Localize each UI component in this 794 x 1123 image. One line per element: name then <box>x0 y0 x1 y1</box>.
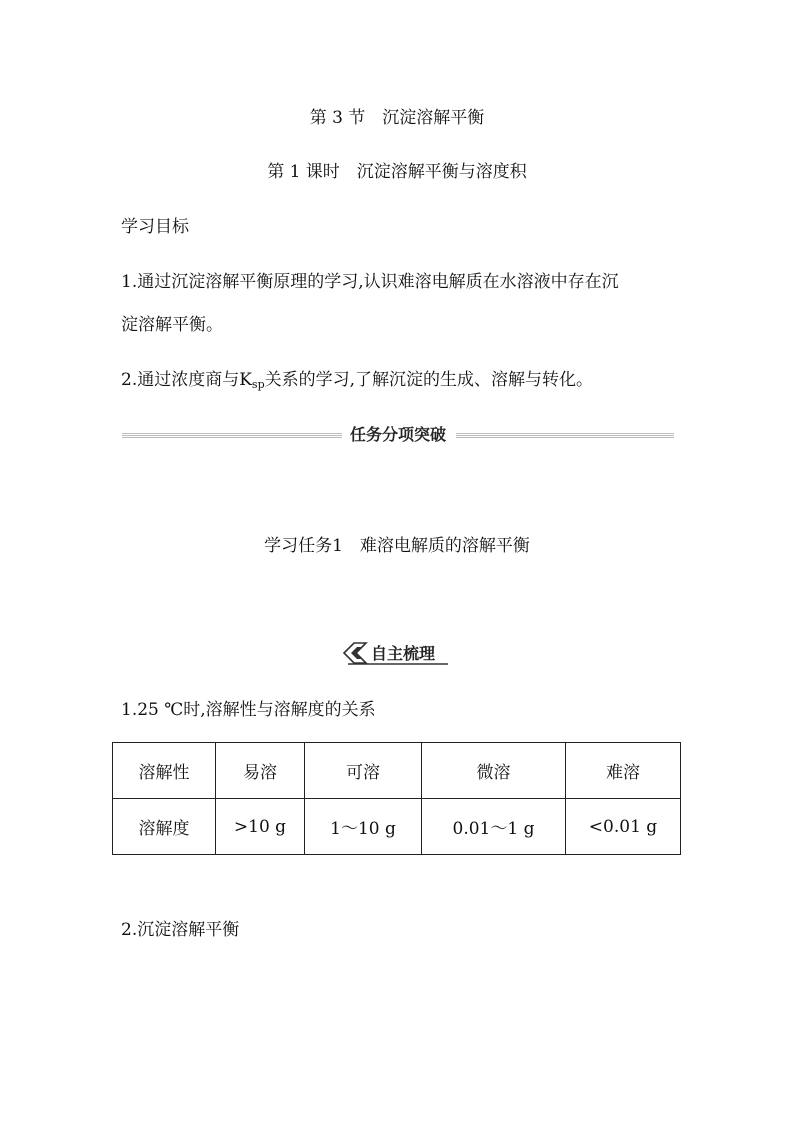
self-study-badge <box>342 640 448 666</box>
section-banner <box>122 425 674 445</box>
table-row <box>113 799 681 855</box>
table-cell: 可溶 <box>305 743 422 799</box>
table-cell: 溶解度 <box>113 799 216 855</box>
point-1: 1.25 ℃时,溶解性与溶解度的关系 <box>121 700 376 720</box>
table-row <box>113 743 681 799</box>
point-2: 2.沉淀溶解平衡 <box>121 920 240 940</box>
objective-2-text-pre: 2.通过浓度商与K <box>121 370 252 390</box>
banner-label: 任务分项突破 <box>349 425 446 444</box>
objectives-heading: 学习目标 <box>121 217 189 237</box>
lesson-title: 第 1 课时 沉淀溶解平衡与溶度积 <box>267 162 527 182</box>
table-cell: 溶解性 <box>113 743 216 799</box>
objective-1-line-1: 1.通过沉淀溶解平衡原理的学习,认识难溶电解质在水溶液中存在沉 <box>121 272 619 292</box>
task-title: 学习任务1 难溶电解质的溶解平衡 <box>264 536 530 556</box>
ksp-subscript: sp <box>251 378 265 391</box>
table-cell: 易溶 <box>216 743 305 799</box>
badge-label: 自主梳理 <box>371 644 436 663</box>
table-cell: 难溶 <box>566 743 681 799</box>
table-cell: 0.01～1 g <box>422 799 566 855</box>
section-title: 第 3 节 沉淀溶解平衡 <box>309 108 485 128</box>
table-cell: 1～10 g <box>305 799 422 855</box>
table-cell: >10 g <box>216 799 305 855</box>
table-cell: 微溶 <box>422 743 566 799</box>
solubility-table <box>112 742 681 855</box>
objective-2 <box>121 369 593 396</box>
table-cell: <0.01 g <box>566 799 681 855</box>
objective-1-line-2: 淀溶解平衡。 <box>121 315 223 335</box>
objective-2-text-post: 关系的学习,了解沉淀的生成、溶解与转化。 <box>264 370 594 390</box>
